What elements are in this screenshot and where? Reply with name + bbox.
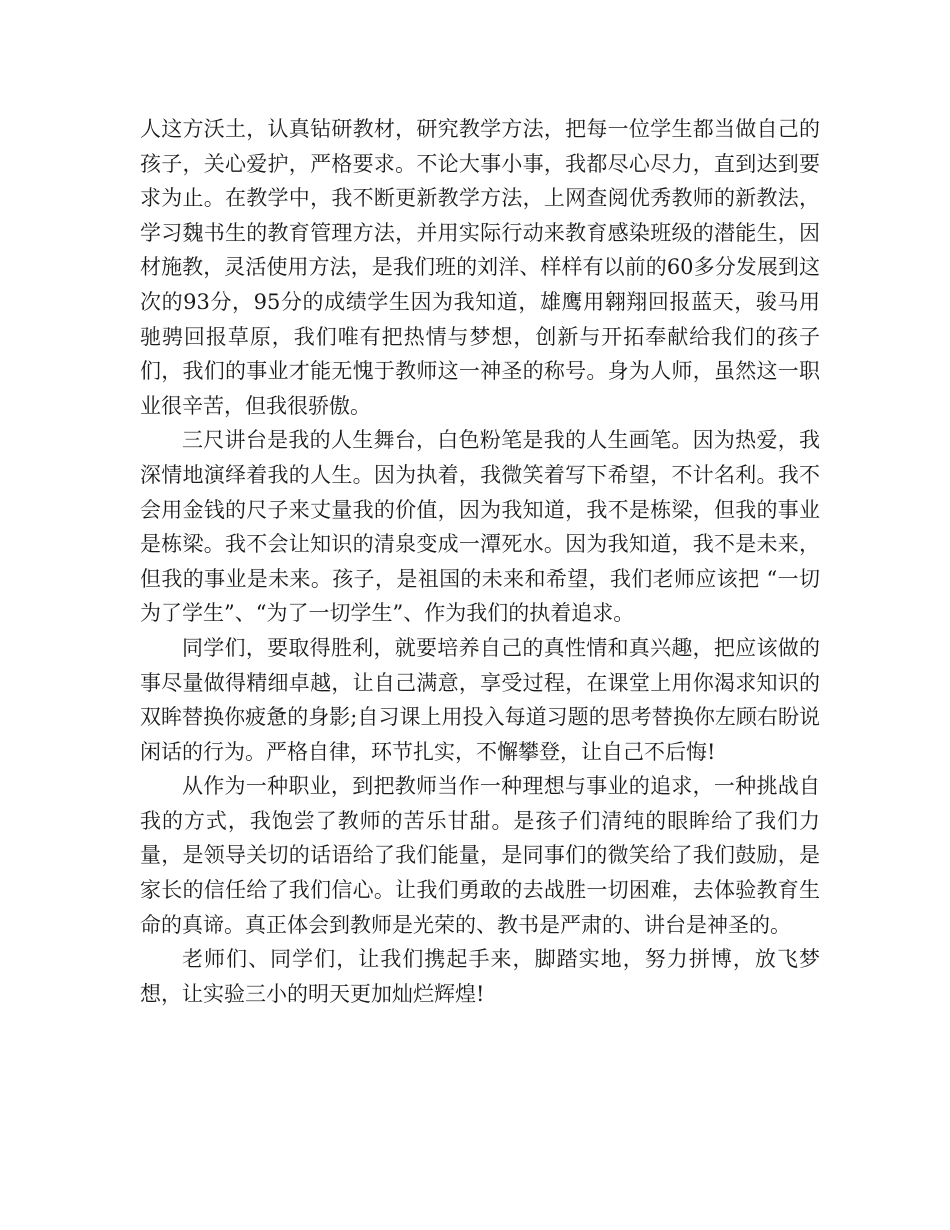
paragraph-2: 三尺讲台是我的人生舞台，白色粉笔是我的人生画笔。因为热爱，我深情地演绎着我的人生。因为执着，我微笑着写下希望，不计名利。我不会用金钱的尺子来丈量我的价值，因为我知道，我不是栋梁，但我的事业是栋梁。我不会让知识的清泉变成一潭死水。因为我知道，我不是未来，但我的事业是未来。孩子，是祖国的未来和希望，我们老师应该把 “一切为了学生”、“为了一切学生”、作为我们的执着追求。 xyxy=(140,428,820,626)
document-body xyxy=(140,112,820,1011)
paragraph-5: 老师们、同学们，让我们携起手来，脚踏实地，努力拼博，放飞梦想，让实验三小的明天更加灿烂辉煌! xyxy=(140,947,820,1006)
paragraph-4: 从作为一种职业，到把教师当作一种理想与事业的追求，一种挑战自我的方式，我饱尝了教师的苦乐甘甜。是孩子们清纯的眼眸给了我们力量，是领导关切的话语给了我们能量，是同事们的微笑给了我们鼓励，是家长的信任给了我们信心。让我们勇敢的去战胜一切困难，去体验教育生命的真谛。真正体会到教师是光荣的、教书是严肃的、讲台是神圣的。 xyxy=(140,774,820,937)
paragraph-1: 人这方沃土，认真钻研教材，研究教学方法，把每一位学生都当做自己的孩子，关心爱护，严格要求。不论大事小事，我都尽心尽力，直到达到要求为止。在教学中，我不断更新教学方法，上网查阅优秀教师的新教法，学习魏书生的教育管理方法，并用实际行动来教育感染班级的潜能生，因材施教，灵活使用方法，是我们班的刘洋、样样有以前的60多分发展到这次的93分，95分的成绩学生因为我知道，雄鹰用翱翔回报蓝天，骏马用驰骋回报草原，我们唯有把热情与梦想，创新与开拓奉献给我们的孩子们，我们的事业才能无愧于教师这一神圣的称号。身为人师，虽然这一职业很辛苦，但我很骄傲。 xyxy=(140,117,820,418)
paragraph-3: 同学们，要取得胜利，就要培养自己的真性情和真兴趣，把应该做的事尽量做得精细卓越，让自己满意，享受过程，在课堂上用你渴求知识的双眸替换你疲惫的身影;自习课上用投入每道习题的思考替换你左顾右盼说闲话的行为。严格自律，环节扎实，不懈攀登，让自己不后悔! xyxy=(140,635,820,764)
